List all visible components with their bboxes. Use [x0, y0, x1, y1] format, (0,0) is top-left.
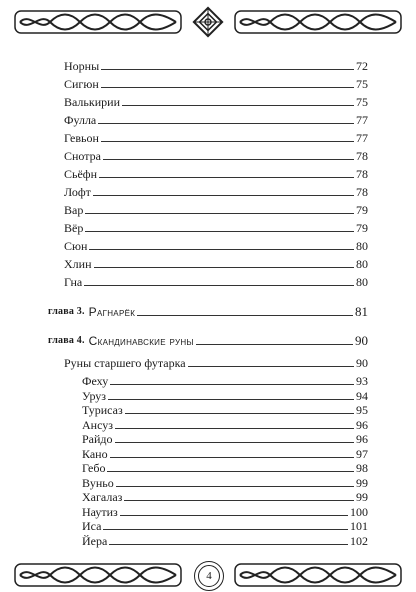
toc-entry-title: Хлин	[64, 257, 92, 271]
toc-entry-page: 72	[356, 59, 368, 73]
toc-leader	[110, 457, 354, 458]
toc-subentry-title: Наутиз	[82, 504, 118, 519]
toc-entry-page: 80	[356, 239, 368, 253]
toc-entry-page: 78	[356, 185, 368, 199]
page-number-text: 4	[206, 570, 212, 582]
toc-subentry-title: Гебо	[82, 461, 106, 475]
toc-leader	[99, 177, 354, 178]
toc-subentry[interactable]	[82, 403, 368, 417]
footer-ornament	[0, 558, 416, 592]
toc-subentry-title: Вуньо	[82, 475, 114, 490]
toc-leader	[89, 249, 354, 250]
toc-subentry[interactable]	[82, 447, 368, 461]
toc-entry-page: 78	[356, 167, 368, 181]
toc-subentry[interactable]	[82, 476, 368, 490]
toc-entry[interactable]	[64, 257, 368, 271]
toc-subentry[interactable]	[82, 461, 368, 475]
toc-leader	[125, 413, 354, 414]
toc-subentry-page: 93	[356, 374, 368, 388]
toc-subentry-page: 101	[350, 519, 368, 533]
toc-subentry-page: 99	[356, 475, 368, 490]
toc-subentry[interactable]	[82, 418, 368, 432]
toc-entry-page: 79	[356, 221, 368, 235]
chapter-prefix: глава 3.	[48, 306, 85, 317]
toc-entry[interactable]	[64, 149, 368, 163]
toc-chapter-4[interactable]	[48, 334, 368, 348]
celtic-knot-right-ornament	[234, 10, 402, 34]
toc-subentry[interactable]	[82, 374, 368, 388]
toc-subentry[interactable]	[82, 432, 368, 446]
toc-section-title: Руны старшего футарка	[64, 356, 186, 370]
header-ornament	[0, 5, 416, 39]
toc-entry-page: 80	[356, 257, 368, 271]
celtic-knot-center-ornament	[191, 5, 225, 39]
toc-entry[interactable]	[64, 131, 368, 145]
toc-subentry-title: Райдо	[82, 432, 113, 446]
toc-subentry-title: Иса	[82, 519, 102, 533]
toc-leader	[120, 515, 348, 516]
toc-leader	[110, 384, 354, 385]
toc-subentry-page: 97	[356, 446, 368, 461]
toc-subentry[interactable]	[82, 505, 368, 519]
toc-leader	[101, 141, 354, 142]
toc-leader	[188, 366, 354, 367]
chapter-page: 81	[355, 304, 368, 319]
toc-entry[interactable]	[64, 77, 368, 91]
toc-entry-title: Сюн	[64, 239, 88, 253]
toc-entry-title: Валькирии	[64, 95, 120, 109]
toc-entry-title: Сьёфн	[64, 167, 97, 181]
toc-subentry-page: 98	[356, 461, 368, 475]
toc-subentry[interactable]	[82, 389, 368, 403]
toc-subentry-page: 95	[356, 403, 368, 417]
toc-leader	[108, 399, 354, 400]
toc-subentry-title: Йера	[82, 533, 108, 548]
toc-leader	[85, 231, 354, 232]
toc-leader	[101, 69, 354, 70]
toc-leader	[115, 442, 354, 443]
toc-leader	[107, 471, 354, 472]
chapter-prefix: глава 4.	[48, 335, 85, 346]
toc-leader	[196, 344, 353, 345]
toc-entry-page: 77	[356, 113, 368, 127]
toc-leader	[109, 544, 348, 545]
toc-subentry-title: Уруз	[82, 388, 107, 403]
celtic-knot-left-ornament	[14, 10, 182, 34]
toc-entry-title: Сигюн	[64, 77, 99, 91]
toc-entry-title: Норны	[64, 59, 100, 73]
toc-entry-title: Лофт	[64, 185, 91, 199]
toc-entry[interactable]	[64, 95, 368, 109]
toc-subentry-page: 96	[356, 417, 368, 432]
toc-subentry-title: Хагалаз	[82, 490, 123, 504]
toc-leader	[103, 529, 348, 530]
toc-entry[interactable]	[64, 275, 368, 289]
toc-subentry-title: Кано	[82, 446, 108, 461]
toc-leader	[124, 500, 354, 501]
toc-subentry-page: 99	[356, 490, 368, 504]
toc-leader	[93, 195, 354, 196]
toc-entry[interactable]	[64, 185, 368, 199]
toc-leader	[98, 123, 354, 124]
toc-entry-page: 78	[356, 149, 368, 163]
toc-entry-title: Гна	[64, 275, 83, 289]
toc-chapter-3[interactable]	[48, 305, 368, 319]
celtic-knot-right-ornament	[234, 563, 402, 587]
toc-entry-title: Гевьон	[64, 131, 99, 145]
toc-subentry-page: 102	[350, 533, 368, 548]
toc-leader	[103, 159, 354, 160]
toc-entry[interactable]	[64, 203, 368, 217]
toc-leader	[101, 87, 354, 88]
toc-subentry-title: Феху	[82, 374, 109, 388]
toc-subentry[interactable]	[82, 490, 368, 504]
toc-entry-page: 77	[356, 131, 368, 145]
toc-entry-title: Вёр	[64, 221, 84, 235]
toc-entry-title: Снотра	[64, 149, 101, 163]
toc-entry[interactable]	[64, 113, 368, 127]
toc-entry-page: 79	[356, 203, 368, 217]
toc-leader	[84, 285, 354, 286]
toc-subentry[interactable]	[82, 534, 368, 548]
toc-entry[interactable]	[64, 167, 368, 181]
toc-leader	[137, 315, 353, 316]
toc-leader	[116, 486, 354, 487]
toc-leader	[122, 105, 354, 106]
toc-entry[interactable]	[64, 221, 368, 235]
toc-subentry[interactable]	[82, 519, 368, 533]
toc-section-page: 90	[356, 356, 368, 370]
toc-subentry-page: 100	[350, 504, 368, 519]
toc-subentry-title: Турисаз	[82, 403, 123, 417]
chapter-title: Рагнарёк	[88, 305, 136, 319]
toc-entry-title: Фулла	[64, 113, 97, 127]
toc-subentry-page: 96	[356, 432, 368, 446]
toc-entry-page: 75	[356, 95, 368, 109]
toc-entry-page: 80	[356, 275, 368, 289]
chapter-title: Скандинавские руны	[88, 334, 194, 348]
toc-entry[interactable]	[64, 239, 368, 253]
toc-leader	[94, 267, 355, 268]
celtic-knot-left-ornament	[14, 563, 182, 587]
toc-entry-title: Вар	[64, 203, 84, 217]
toc-leader	[85, 213, 354, 214]
chapter-page: 90	[355, 333, 368, 348]
toc-section-entry[interactable]	[64, 356, 368, 370]
toc-leader	[115, 428, 354, 429]
toc-subentry-page: 94	[356, 388, 368, 403]
toc-entry[interactable]	[64, 59, 368, 73]
page-number	[194, 561, 224, 591]
toc-subentry-title: Ансуз	[82, 417, 113, 432]
toc-entry-page: 75	[356, 77, 368, 91]
